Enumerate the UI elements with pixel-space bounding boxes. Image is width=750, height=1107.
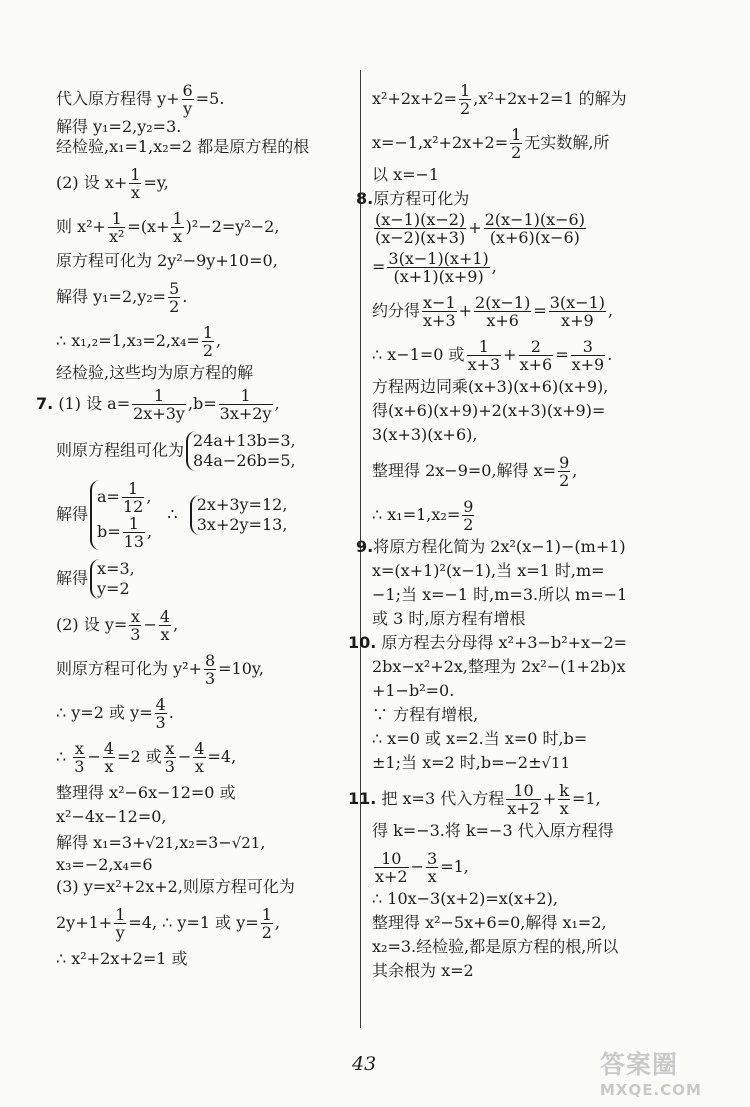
solution-line: ±1;当 x=2 时,b=−2±√11 [372, 753, 571, 772]
fraction: $\frac{10}{x+2}$ [375, 849, 408, 886]
solution-line: ∴ x−1=0 或 $\frac{1}{x+3}$ + $\frac{2}{x+6}$ = $\frac{3}{x+9}$ . [372, 337, 613, 374]
watermark-text: 答案圈 [600, 1050, 679, 1079]
fraction: $\frac{4}{x}$ [159, 607, 171, 644]
fraction: $\frac{5}{2}$ [169, 279, 180, 316]
solution-line: 解得 x=3, y=2 [56, 559, 135, 598]
solution-line: x₂=3.经检验,都是原方程的根,所以 [372, 937, 619, 956]
solution-line: 经检验,x₁=1,x₂=2 都是原方程的根 [56, 137, 310, 156]
solution-line: 整理得 x²−5x+6=0,解得 x₁=2, [372, 913, 607, 932]
fraction: $\frac{1}{2x+3y}$ [133, 386, 185, 423]
fraction: $\frac{6}{y}$ [182, 81, 193, 118]
page-number: 43 [352, 1053, 377, 1075]
problem-10-start: 10. 原方程去分母得 x²+3−b²+x−2= [348, 633, 628, 652]
fraction: $\frac{8}{3}$ [204, 651, 216, 688]
solution-line: (2) 设 y= $\frac{x}{3}$ − $\frac{4}{x}$ , [56, 607, 179, 644]
solution-line: −1;当 x=−1 时,m=3.所以 m=−1 [372, 585, 628, 604]
solution-line: +1−b²=0. [372, 681, 455, 700]
solution-line: 其余根为 x=2 [372, 961, 474, 980]
solution-line: 则原方程组可化为 24a+13b=3, 84a−26b=5, [56, 431, 296, 470]
solution-line: (2) 设 x+ $\frac{1}{x}$ =y, [56, 165, 169, 202]
fraction: $\frac{3(x-1)(x+1)}{(x+1)(x+9)}$ [388, 249, 489, 286]
solution-line: ∴ $\frac{x}{3}$ − $\frac{4}{x}$ =2 或 $\frac{x}{3}$ − $\frac{4}{x}$ =4, [56, 739, 237, 776]
solution-line: ∴ x₁,₂=1,x₃=2,x₄= $\frac{1}{2}$ , [56, 323, 222, 360]
solution-line: 3(x+3)(x+6), [372, 425, 478, 444]
radical: √21 [145, 834, 175, 852]
fraction: $\frac{1}{2}$ [261, 905, 272, 942]
watermark-logo [600, 1045, 740, 1100]
fraction: $\frac{4}{x}$ [103, 739, 115, 776]
problem-number: 7. [36, 394, 54, 413]
solution-line: ∴ 10x−3(x+2)=x(x+2), [372, 889, 558, 908]
fraction: $\frac{1}{x}$ [130, 165, 141, 202]
fraction: $\frac{1}{13}$ [123, 514, 145, 551]
solution-line: x₃=−2,x₄=6 [56, 855, 153, 874]
solution-line: ∴ x=0 或 x=2.当 x=0 时,b= [372, 729, 588, 748]
problem-9-start: 9.将原方程化简为 2x²(x−1)−(m+1) [356, 537, 626, 556]
solution-line: 经检验,这些均为原方程的解 [56, 363, 254, 382]
fraction: $\frac{1}{x+3}$ [467, 337, 501, 374]
solution-line: ∴ y=2 或 y= $\frac{4}{3}$ . [56, 695, 174, 732]
fraction: $\frac{1}{y}$ [115, 905, 126, 942]
solution-line: 方程两边同乘(x+3)(x+6)(x+9), [372, 377, 609, 396]
solution-line: 则原方程可化为 y²+ $\frac{8}{3}$ =10y, [56, 651, 264, 688]
solution-line: 整理得 x²−6x−12=0 或 [56, 783, 236, 802]
solution-line: x²−4x−12=0, [56, 807, 167, 826]
fraction: $\frac{1}{2}$ [460, 81, 471, 118]
solution-line: 2bx−x²+2x,整理为 2x²−(1+2b)x [372, 657, 626, 676]
watermark-url: MXQE.COM [600, 1081, 702, 1099]
fraction: $\frac{2(x-1)(x-6)}{(x+6)(x-6)}$ [484, 210, 585, 247]
fraction: $\frac{2}{x+6}$ [519, 337, 553, 374]
solution-line: x²+2x+2= $\frac{1}{2}$ ,x²+2x+2=1 的解为 [372, 81, 627, 118]
solution-line: 得 k=−3.将 k=−3 代入原方程得 [372, 821, 614, 840]
problem-number: 10. [348, 633, 377, 652]
fraction: $\frac{1}{3x+2y}$ [219, 386, 272, 423]
solution-line: x=(x+1)²(x−1),当 x=1 时,m= [372, 561, 605, 580]
fraction: $\frac{9}{2}$ [463, 497, 474, 534]
fraction: $\frac{x-1}{x+3}$ [423, 293, 456, 330]
fraction: $\frac{x}{3}$ [130, 607, 141, 644]
fraction: $\frac{3}{x+9}$ [571, 337, 605, 374]
fraction: $\frac{1}{\text{x²}}$ [108, 209, 125, 246]
solution-line: $\frac{(x-1)(x-2)}{(x-2)(x+3)}$ + $\frac{2(x-1)(x-6)}{(x+6)(x-6)}$ [375, 210, 585, 247]
solution-line: 则 x²+ $\frac{1}{\text{x²}}$ =(x+ $\frac{1}{x}$ )²−2=y²−2, [56, 209, 280, 246]
solution-line: 代入原方程得 y+ $\frac{6}{y}$ =5. [56, 81, 225, 118]
equation-system: 2x+3y=12, 3x+2y=13, [190, 495, 288, 535]
fraction: $\frac{x}{3}$ [74, 739, 85, 776]
solution-line: 以 x=−1 [372, 165, 440, 184]
solution-line: 得(x+6)(x+9)+2(x+3)(x+9)= [372, 401, 606, 420]
solution-line: 约分得 $\frac{x-1}{x+3}$ + $\frac{2(x-1)}{x+6}$ = $\frac{3(x-1)}{x+9}$ , [372, 293, 614, 330]
solution-line: 解得 x₁=3+√21,x₂=3−√21, [56, 833, 266, 852]
solution-line: 解得 y₁=2,y₂=3. [56, 117, 182, 136]
fraction: $\frac{k}{x}$ [559, 781, 569, 818]
fraction: $\frac{1}{12}$ [122, 479, 144, 516]
fraction: $\frac{10}{x+2}$ [507, 781, 540, 818]
equation-system: x=3, y=2 [90, 559, 135, 599]
fraction: $\frac{1}{2}$ [511, 125, 522, 162]
solution-line: 原方程可化为 2y²−9y+10=0, [56, 251, 278, 270]
fraction: $\frac{3(x-1)}{x+9}$ [549, 293, 605, 330]
problem-number: 8. [356, 189, 374, 208]
radical: √11 [541, 754, 571, 772]
equation-system: a= $\frac{1}{12}$ , b= $\frac{1}{13}$ , [90, 480, 152, 550]
problem-11-start: 11. 把 x=3 代入方程 $\frac{10}{x+2}$ + $\frac{k}{x}$ =1, [348, 781, 601, 818]
solution-line: = $\frac{3(x-1)(x+1)}{(x+1)(x+9)}$ , [372, 249, 497, 286]
fraction: $\frac{4}{3}$ [155, 695, 166, 732]
fraction: $\frac{1}{2}$ [202, 323, 214, 360]
solution-line: 解得 a= $\frac{1}{12}$ , b= $\frac{1}{13}$ , ∴ 2x+3y=12, 3x+2y=13, [56, 479, 288, 551]
solution-line: ∵ 方程有增根, [372, 705, 479, 724]
problem-number: 11. [348, 789, 377, 808]
fraction: $\frac{3}{x}$ [427, 849, 438, 886]
solution-line: 整理得 2x−9=0,解得 x= $\frac{9}{2}$ , [372, 453, 578, 490]
right-column [348, 81, 712, 981]
equation-system: 24a+13b=3, 84a−26b=5, [186, 431, 296, 471]
problem-number: 9. [356, 537, 374, 556]
solution-line: $\frac{10}{x+2}$ − $\frac{3}{x}$ =1, [375, 849, 469, 886]
fraction: $\frac{4}{x}$ [194, 739, 205, 776]
solution-line: 或 3 时,原方程有增根 [372, 609, 526, 628]
solution-line: 解得 y₁=2,y₂= $\frac{5}{2}$ . [56, 279, 188, 316]
fraction: $\frac{(x-1)(x-2)}{(x-2)(x+3)}$ [375, 210, 466, 247]
solution-line: x=−1,x²+2x+2= $\frac{1}{2}$ 无实数解,所 [372, 125, 610, 162]
radical: √21 [231, 834, 261, 852]
fraction: $\frac{x}{3}$ [164, 739, 175, 776]
fraction: $\frac{9}{2}$ [559, 453, 570, 490]
solution-line: 2y+1+ $\frac{1}{y}$ =4, ∴ y=1 或 y= $\frac{1}{2}$ , [56, 905, 280, 942]
problem-7-start: 7. (1) 设 a= $\frac{1}{2x+3y}$ ,b= $\frac{1}{3x+2y}$ , [36, 386, 280, 423]
fraction: $\frac{2(x-1)}{x+6}$ [475, 293, 531, 330]
solution-line: ∴ x²+2x+2=1 或 [56, 949, 188, 968]
left-column [36, 81, 346, 969]
solution-line: ∴ x₁=1,x₂= $\frac{9}{2}$ [372, 497, 474, 534]
solution-line: (3) y=x²+2x+2,则原方程可化为 [56, 877, 295, 896]
problem-8-start: 8.原方程可化为 [356, 189, 470, 208]
fraction: $\frac{1}{x}$ [172, 209, 183, 246]
